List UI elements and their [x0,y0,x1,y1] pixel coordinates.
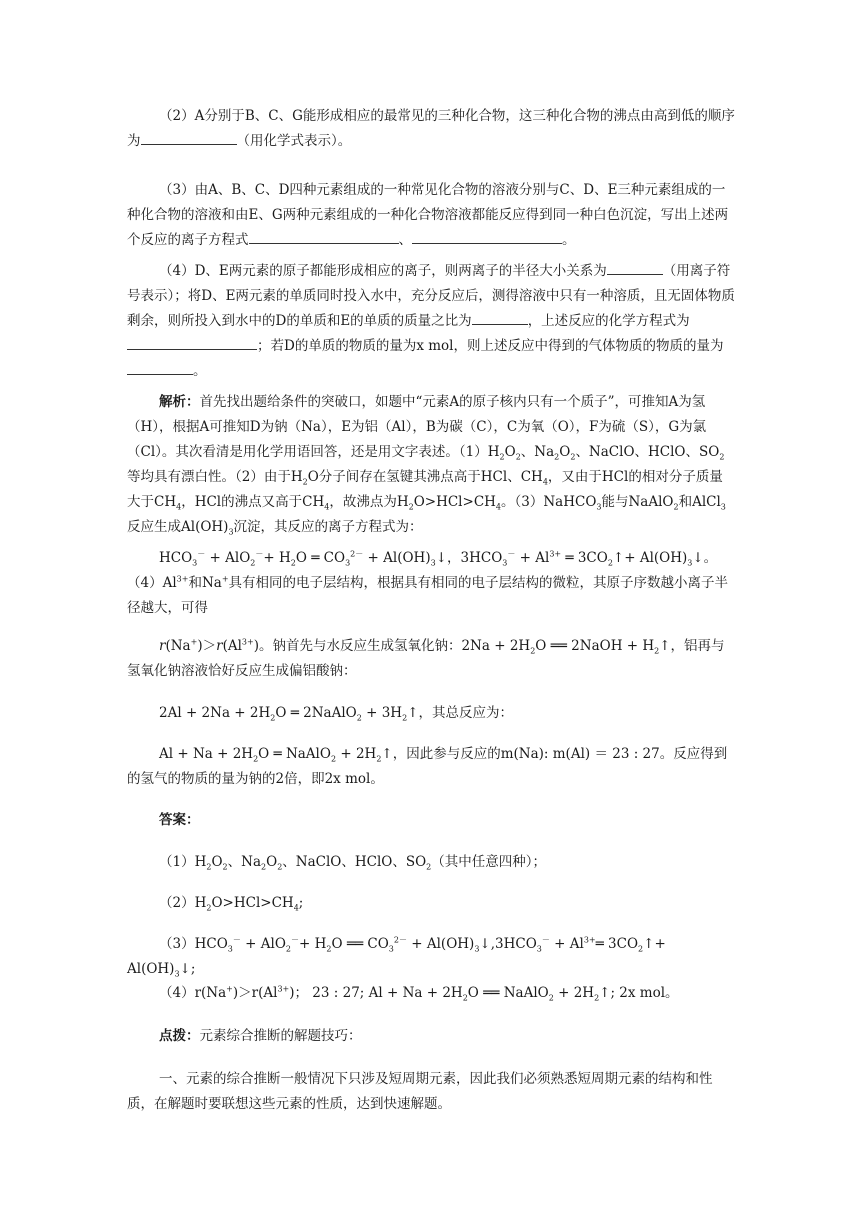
analysis-equations: $HCO_3^- + AlO_2^-+ H_2O$ ═ $CO_3^{2-}$ + $Al(OH)_3↓$，$3HCO_3^- + Al^{3+}$ ═ $3CO_2↑+$ $Al(OH)_3↓$。$(4)Al^{3+}$和Na+具有相同的电子层结构，根据具有相同的电子层结构的微粒，其原子序数越小离子半径越大，可得 [127,549,729,616]
question-2: （2）A分别于B、C、G能形成相应的最常见的三种化合物，这三种化合物的沸点由高到低的顺序为 （用化学式表示）。 [127,108,735,149]
tip-paragraph-1: 一、元素的综合推断一般情况下只涉及短周期元素，因此我们必须熟悉短周期元素的结构和性质，在解题时要联想这些元素的性质，达到快速解题。 [127,1071,713,1112]
answer-3: $(3)HCO_3^- + AlO_2^-+ H_2O$ ══ $CO_3^{2-}$ + $Al(OH)_3↓,3HCO_3^-$ + $Al^{3+}═$ $3CO_2↑+$ $Al(OH)_3↓$; [127,935,666,979]
answer-1: $(1)H_2O_2$、$Na_2O_2$、NaClO、HClO、$SO_2$（其中任意四种）； [159,854,547,872]
answer-blank [412,229,562,244]
analysis-paragraph: 解析：首先找出题给条件的突破口，如题中“元素A的原子核内只有一个质子”，可推知A为氢（H），根据A可推知D为钠（Na），E为铝（Al），B为碳（C），C为氧（O），F为硫（S），G为氯（Cl）。其次看清是用化学用语回答，还是用文字表述。$(1)H_2O_2$、$Na_2O_2$、NaClO、HClO、$SO_2$等均具有漂白性。（2）由于$H_2O$分子间存在氢键其沸点高于HCl、$CH_4$，又由于HCl的相对分子质量大于$CH_4$，HCl的沸点又高于$CH_4$，故沸点为$H_2O>HCl>CH_4$。（3）NaHCO$_3$能与NaAlO$_2$和AlCl$_3$反应生成$Al(OH)_3$沉淀，其反应的离子方程式为： [127,394,726,537]
answer-blank [472,310,528,325]
answer-2: $(2)H_2O>HCl>CH_4$; [159,895,304,913]
answer-blank [607,260,663,275]
answer-blank [127,335,257,350]
answer-blank [249,229,399,244]
question-4: （4）D、E两元素的原子都能形成相应的离子，则两离子的半径大小关系为 （用离子符号表示）；将D、E两元素的单质同时投入水中，充分反应后，测得溶液中只有一种溶质，且无固体物质剩余，则所投入到水中的D的单质和E的单质的质量之比为 ，上述反应的化学方程式为；若D的单质的物质的量为x mol，则上述反应中得到的气体物质的物质的量为。 [127,259,735,384]
question-3: （3）由A、B、C、D四种元素组成的一种常见化合物的溶液分别与C、D、E三种元素组成的一种化合物的溶液和由E、G两种元素组成的一种化合物溶液都能反应得到同一种白色沉淀，写出上述两个反应的离子方程式 、 。 [127,182,729,248]
analysis-equation-2: $2Al + 2Na + 2H_2O$ ═ 2NaAlO$_2$ + $3H_2↑$，其总反应为： [159,705,513,723]
analysis-radius: $r(Na^+)>r(Al^{3+})$。钠首先与水反应生成氢氧化钠：$2Na + 2H_2O$ ══ 2NaOH + $H_2↑$，铝再与氢氧化钠溶液恰好反应生成偏铝酸钠： [127,637,725,679]
tip-heading: 点拨：元素综合推断的解题技巧： [159,1028,362,1044]
answer-4: $(4)r(Na^+)>r(Al^{3+})$； 23 : 27; $Al + Na + 2H_2O$ ══ NaAlO$_2$ + $2H_2↑$; 2x mol。 [159,984,679,1003]
answer-blank [127,360,193,375]
analysis-total: $Al + Na + 2H_2O$ ═ NaAlO$_2$ + $2H_2↑$，因此参与反应的m(Na): m(Al) ＝ 23 : 27。反应得到的氢气的物质的量为钠的2倍，即2x mol。 [127,746,728,787]
answer-blank [141,130,237,145]
answer-heading: 答案： [159,812,200,828]
